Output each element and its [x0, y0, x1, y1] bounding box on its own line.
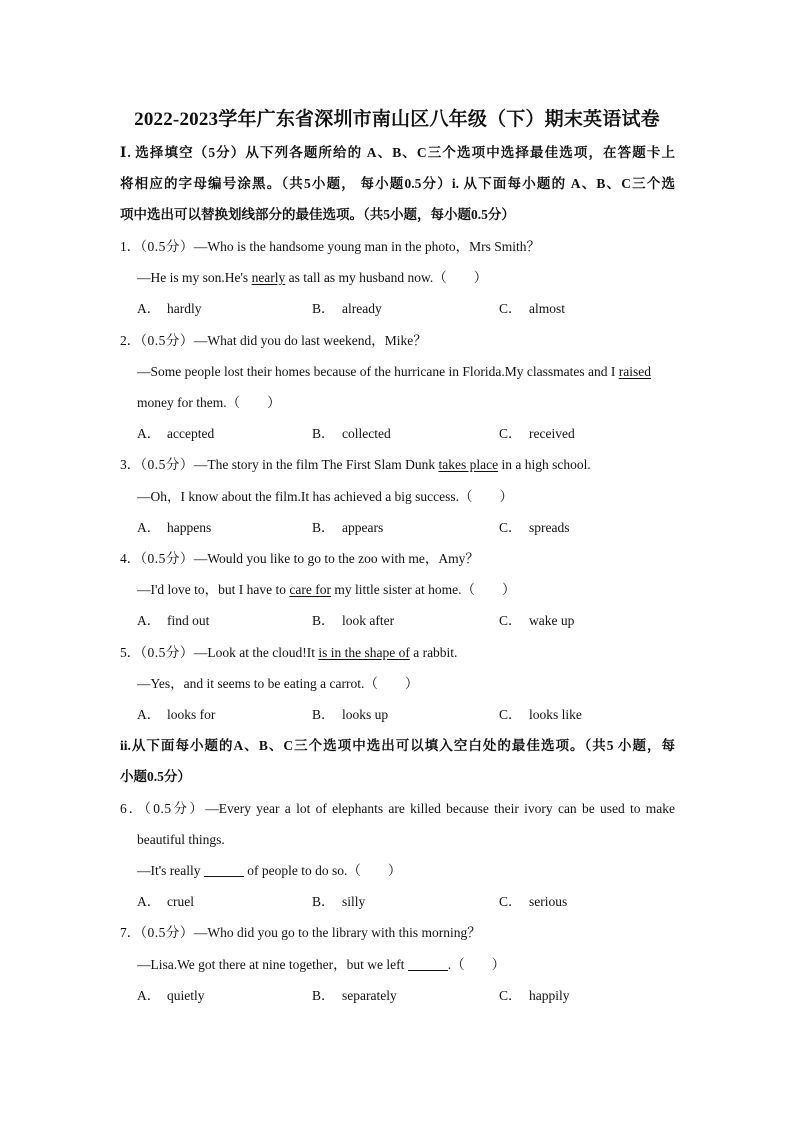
question-text: a rabbit. [409, 645, 458, 660]
question-6-option-a[interactable] [137, 892, 194, 912]
question-number: 4． [120, 551, 141, 566]
option-text: look after [342, 613, 395, 628]
question-1-option-b[interactable] [312, 299, 382, 319]
underlined-phrase: is in the shape of [318, 645, 410, 660]
question-4-option-b[interactable] [312, 611, 394, 631]
question-7-option-c[interactable] [499, 986, 570, 1006]
question-5-option-a[interactable] [137, 705, 215, 725]
option-text: spreads [529, 520, 570, 535]
option-letter: A． [137, 426, 161, 441]
option-letter: B． [312, 426, 335, 441]
option-text: happily [529, 988, 570, 1003]
option-letter: B． [312, 894, 335, 909]
option-letter: A． [137, 894, 161, 909]
option-letter: C． [499, 707, 522, 722]
option-text: wake up [529, 613, 575, 628]
question-2-answer-line-1 [137, 362, 675, 382]
option-letter: A． [137, 613, 161, 628]
question-number: 6． [120, 801, 145, 816]
question-text: —Look at the cloud!It [193, 645, 319, 660]
answer-text: as tall as my husband now.（ ） [285, 270, 488, 285]
option-letter: B． [312, 988, 335, 1003]
answer-text: —Some people lost their homes because of the hurricane in Florida.My classmates and I [137, 364, 619, 379]
question-1-stem [120, 237, 675, 257]
option-text: happens [167, 520, 212, 535]
question-4-stem [120, 549, 675, 569]
question-2-stem [120, 331, 675, 351]
question-1-option-a[interactable] [137, 299, 202, 319]
question-text: —Would you like to go to the zoo with me，Amy？ [193, 551, 479, 566]
option-text: find out [167, 613, 210, 628]
option-letter: C． [499, 613, 522, 628]
option-text: looks like [529, 707, 582, 722]
question-text: —Who did you go to the library with this morning？ [193, 925, 481, 940]
question-3-stem [120, 455, 675, 475]
question-number: 2． [120, 333, 141, 348]
option-letter: B． [312, 613, 335, 628]
question-7-answer-line [137, 955, 692, 975]
option-text: appears [342, 520, 384, 535]
answer-text: my little sister at home.（ ） [331, 582, 516, 597]
section-1-instructions-line-1: Ⅰ. 选择填空（5分）从下列各题所给的 A、B、C三个选项中选择最佳选项，在答题卡上 [120, 145, 675, 160]
section-1-instructions-line-2: 将相应的字母编号涂黑。（共5小题， 每小题0.5分）i. 从下面每小题的 A、B、C三个选 [120, 176, 675, 191]
question-number: 3． [120, 457, 141, 472]
question-text: —The story in the film The First Slam Dunk [193, 457, 439, 472]
option-letter: C． [499, 894, 522, 909]
option-letter: C． [499, 426, 522, 441]
question-2-option-a[interactable] [137, 424, 214, 444]
answer-blank[interactable] [204, 862, 244, 877]
question-score: （0.5分） [140, 645, 194, 660]
answer-text: —It's really [137, 863, 204, 878]
question-score: （0.5分） [144, 801, 206, 816]
question-3-option-c[interactable] [499, 518, 570, 538]
option-text: almost [529, 301, 565, 316]
option-letter: B． [312, 301, 335, 316]
question-score: （0.5分） [140, 457, 194, 472]
underlined-phrase: nearly [251, 270, 286, 285]
question-score: （0.5分） [140, 239, 194, 254]
section-2-instructions-line-2: 小题0.5分） [120, 769, 191, 784]
question-score: （0.5分） [140, 333, 194, 348]
question-text: —Who is the handsome young man in the photo，Mrs Smith？ [193, 239, 540, 254]
option-text: accepted [167, 426, 215, 441]
question-7-stem [120, 923, 675, 943]
question-7-option-a[interactable] [137, 986, 205, 1006]
question-number: 7． [120, 925, 141, 940]
answer-text: —Lisa.We got there at nine together，but we left [137, 957, 408, 972]
section-1-instructions-line-3: 项中选出可以替换划线部分的最佳选项。（共5小题，每小题0.5分） [120, 207, 515, 222]
question-number: 5． [120, 645, 141, 660]
underlined-phrase: care for [289, 582, 331, 597]
question-2-option-b[interactable] [312, 424, 391, 444]
option-letter: A． [137, 520, 161, 535]
answer-text: —I'd love to，but I have to [137, 582, 290, 597]
option-text: collected [342, 426, 391, 441]
question-score: （0.5分） [140, 551, 194, 566]
underlined-phrase: takes place [438, 457, 499, 472]
section-2-instructions-line-1: ii.从下面每小题的A、B、C三个选项中选出可以填入空白处的最佳选项。（共5 小题，每 [120, 738, 675, 753]
question-6-option-c[interactable] [499, 892, 567, 912]
question-3-answer-line: —Oh，I know about the film.It has achieved a big success.（ ） [137, 489, 514, 504]
option-text: hardly [167, 301, 202, 316]
answer-text: .（ ） [447, 957, 506, 972]
option-text: quietly [167, 988, 205, 1003]
question-1-answer-line [137, 268, 692, 288]
option-letter: B． [312, 707, 335, 722]
option-letter: A． [137, 988, 161, 1003]
answer-text: —He is my son.He's [137, 270, 252, 285]
question-score: （0.5分） [140, 925, 194, 940]
question-3-option-b[interactable] [312, 518, 383, 538]
question-3-option-a[interactable] [137, 518, 211, 538]
page-title: 2022-2023学年广东省深圳市南山区八年级（下）期末英语试卷 [134, 109, 660, 130]
question-2-answer-line-2: money for them.（ ） [137, 395, 281, 410]
option-letter: C． [499, 301, 522, 316]
question-4-option-a[interactable] [137, 611, 209, 631]
option-text: serious [529, 894, 568, 909]
answer-blank[interactable] [408, 956, 448, 971]
option-text: already [342, 301, 382, 316]
question-7-option-b[interactable] [312, 986, 397, 1006]
option-letter: A． [137, 301, 161, 316]
underlined-phrase: raised [618, 364, 651, 379]
option-letter: B． [312, 520, 335, 535]
question-number: 1． [120, 239, 141, 254]
option-text: looks for [167, 707, 216, 722]
option-text: received [529, 426, 575, 441]
question-text: —What did you do last weekend，Mike？ [193, 333, 427, 348]
question-5-option-b[interactable] [312, 705, 388, 725]
question-2-option-c[interactable] [499, 424, 575, 444]
question-4-answer-line [137, 580, 692, 600]
question-text: —Every year a lot of elephants are killed because their ivory can be used to make [205, 801, 676, 816]
option-letter: C． [499, 988, 522, 1003]
question-5-answer-line: —Yes，and it seems to be eating a carrot.（ ） [137, 676, 419, 691]
question-5-option-c[interactable] [499, 705, 582, 725]
option-text: cruel [167, 894, 194, 909]
question-6-answer-line [137, 861, 692, 881]
question-1-option-c[interactable] [499, 299, 565, 319]
option-letter: C． [499, 520, 522, 535]
question-6-option-b[interactable] [312, 892, 365, 912]
question-6-stem [120, 799, 675, 819]
question-4-option-c[interactable] [499, 611, 574, 631]
answer-text: of people to do so.（ ） [243, 863, 402, 878]
option-text: silly [342, 894, 366, 909]
question-text: in a high school. [498, 457, 591, 472]
question-5-stem [120, 643, 675, 663]
option-text: looks up [342, 707, 389, 722]
option-letter: A． [137, 707, 161, 722]
option-text: separately [342, 988, 397, 1003]
question-6-stem-line-2: beautiful things. [137, 832, 225, 847]
